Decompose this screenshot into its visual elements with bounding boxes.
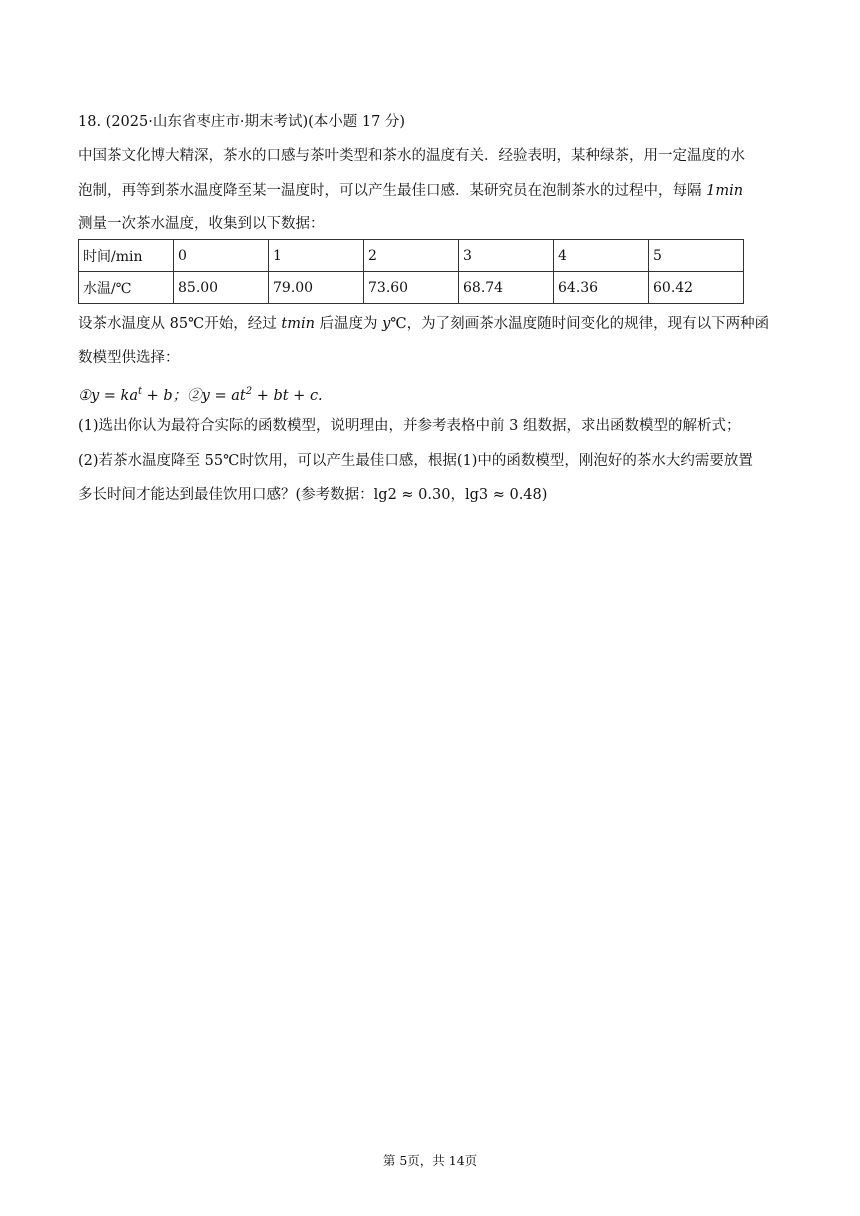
model-2-rest: + bt + c. bbox=[252, 387, 323, 404]
intro-line-2-unit: 1min bbox=[706, 183, 744, 199]
intro-line-2 bbox=[78, 181, 743, 201]
model-options bbox=[78, 382, 323, 406]
table-cell: 1 bbox=[269, 240, 364, 272]
after-table-text-c: 后温度为 bbox=[314, 316, 383, 332]
data-table bbox=[78, 239, 744, 304]
after-table-text-e: ℃，为了刻画茶水温度随时间变化的规律，现有以下两种函 bbox=[390, 316, 770, 332]
intro-line-2-text: 泡制，再等到茶水温度降至某一温度时，可以产生最佳口感．某研究员在泡制茶水的过程中，每隔 bbox=[78, 183, 707, 199]
table-cell: 水温/℃ bbox=[79, 272, 174, 304]
intro-line-1: 中国茶文化博大精深，茶水的口感与茶叶类型和茶水的温度有关．经验表明，某种绿茶，用一定温度的水 bbox=[78, 148, 745, 164]
question-header: 18. (2025·山东省枣庄市·期末考试)(本小题 17 分) bbox=[78, 114, 406, 130]
model-1-exponent: t bbox=[138, 386, 143, 397]
after-table-line-2: 数模型供选择： bbox=[78, 350, 180, 366]
table-row bbox=[79, 240, 744, 272]
table-cell: 5 bbox=[649, 240, 744, 272]
part-1: (1)选出你认为最符合实际的函数模型，说明理由，并参考表格中前 3 组数据，求出函数模型的解析式； bbox=[78, 418, 741, 434]
table-cell: 85.00 bbox=[174, 272, 269, 304]
table-cell: 64.36 bbox=[554, 272, 649, 304]
table-cell: 4 bbox=[554, 240, 649, 272]
table-cell: 2 bbox=[364, 240, 459, 272]
table-cell: 79.00 bbox=[269, 272, 364, 304]
after-table-text-a: 设茶水温度从 85℃开始，经过 bbox=[78, 316, 282, 332]
time-variable: tmin bbox=[281, 316, 315, 332]
page-footer: 第 5页，共 14页 bbox=[382, 1153, 478, 1168]
model-1: ①y = ka bbox=[78, 387, 138, 404]
model-2: + b；②y = at bbox=[142, 387, 246, 404]
part-2-line-1: (2)若茶水温度降至 55℃时饮用，可以产生最佳口感，根据(1)中的函数模型，刚泡好的茶水大约需要放置 bbox=[78, 453, 753, 469]
table-cell: 时间/min bbox=[79, 240, 174, 272]
temp-variable: y bbox=[382, 316, 391, 332]
table-cell: 73.60 bbox=[364, 272, 459, 304]
part-2-line-2: 多长时间才能达到最佳饮用口感？(参考数据：lg2 ≈ 0.30，lg3 ≈ 0.48) bbox=[78, 487, 548, 503]
after-table-line-1 bbox=[78, 314, 769, 334]
table-cell: 3 bbox=[459, 240, 554, 272]
table-cell: 60.42 bbox=[649, 272, 744, 304]
table-row bbox=[79, 272, 744, 304]
model-2-exponent: 2 bbox=[245, 386, 253, 397]
table-cell: 0 bbox=[174, 240, 269, 272]
table-cell: 68.74 bbox=[459, 272, 554, 304]
intro-line-3: 测量一次茶水温度，收集到以下数据： bbox=[78, 216, 325, 232]
